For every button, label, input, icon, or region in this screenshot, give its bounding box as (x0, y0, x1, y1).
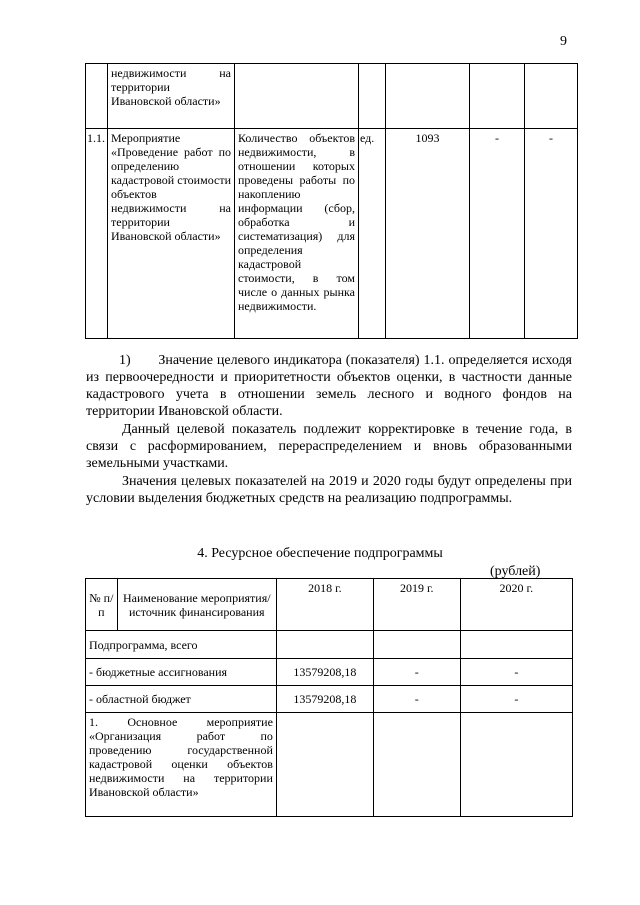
units-label: (рублей) (490, 564, 541, 579)
paragraph-1-number: 1) (119, 353, 131, 368)
header-2018: 2018 г. (276, 579, 373, 631)
header-2020: 2020 г. (460, 579, 572, 631)
row-number: 1.1. (86, 129, 108, 339)
value-2020: - (460, 686, 572, 713)
value-2019: - (373, 686, 460, 713)
indicator-name: Количество объектов недвижимости, в отношении которых проведены работы по накоплению информации (сбор, обработка и систематизация) для определения кадастровой стоимости, в том числе о данных рынка недвижимости. (235, 129, 359, 339)
indicators-table (85, 63, 578, 339)
header-2019: 2019 г. (373, 579, 460, 631)
table-cell (86, 64, 108, 129)
value-2018: 1093 (386, 129, 470, 339)
value-2019: - (373, 659, 460, 686)
value-2018: 13579208,18 (276, 686, 373, 713)
table-row (86, 713, 573, 817)
value-2018 (276, 631, 373, 659)
table-cell (235, 64, 359, 129)
header-name: Наименование мероприятия/источник финансирования (117, 579, 276, 631)
paragraph-1 (86, 352, 572, 420)
value-2020: - (525, 129, 578, 339)
value-2020 (460, 713, 572, 817)
table-row (86, 659, 573, 686)
value-2019: - (470, 129, 525, 339)
table-row (86, 64, 578, 129)
resources-table (85, 578, 573, 817)
table-row (86, 631, 573, 659)
page-number: 9 (560, 34, 567, 49)
paragraph-2: Данный целевой показатель подлежит корректировке в течение года, в связи с расформированием, перераспределением и вновь образованными земельными участками. (86, 422, 572, 471)
table-row (86, 686, 573, 713)
value-2019 (373, 713, 460, 817)
table-row (86, 129, 578, 339)
paragraph-1-text: Значение целевого индикатора (показателя) 1.1. определяется исходя из первоочередности и приоритетности объектов оценки, в частности данные кадастрового учета в отношении земель лесного и водного фондов на территории Ивановской области. (86, 353, 572, 419)
row-name: - областной бюджет (86, 686, 277, 713)
table-cell (470, 64, 525, 129)
value-2018: 13579208,18 (276, 659, 373, 686)
value-2020 (460, 631, 572, 659)
value-2020: - (460, 659, 572, 686)
measure-name: Мероприятие «Проведение работ по определению кадастровой стоимости объектов недвижимости на территории Ивановской области» (108, 129, 235, 339)
row-name: - бюджетные ассигнования (86, 659, 277, 686)
table-header-row (86, 579, 573, 631)
value-2019 (373, 631, 460, 659)
table-cell (525, 64, 578, 129)
header-num: № п/п (86, 579, 118, 631)
table-cell (386, 64, 470, 129)
value-2018 (276, 713, 373, 817)
row-name: 1. Основное мероприятие «Организация работ по проведению государственной кадастровой оценки объектов недвижимости на территории Ивановской области» (86, 713, 277, 817)
table-cell: недвижимости на территории Ивановской области» (108, 64, 235, 129)
table-cell (359, 64, 386, 129)
paragraph-3: Значения целевых показателей на 2019 и 2020 годы будут определены при условии выделения бюджетных средств на реализацию подпрограммы. (86, 474, 572, 506)
section-title: 4. Ресурсное обеспечение подпрограммы (197, 546, 443, 561)
row-name: Подпрограмма, всего (86, 631, 277, 659)
unit: ед. (359, 129, 386, 339)
